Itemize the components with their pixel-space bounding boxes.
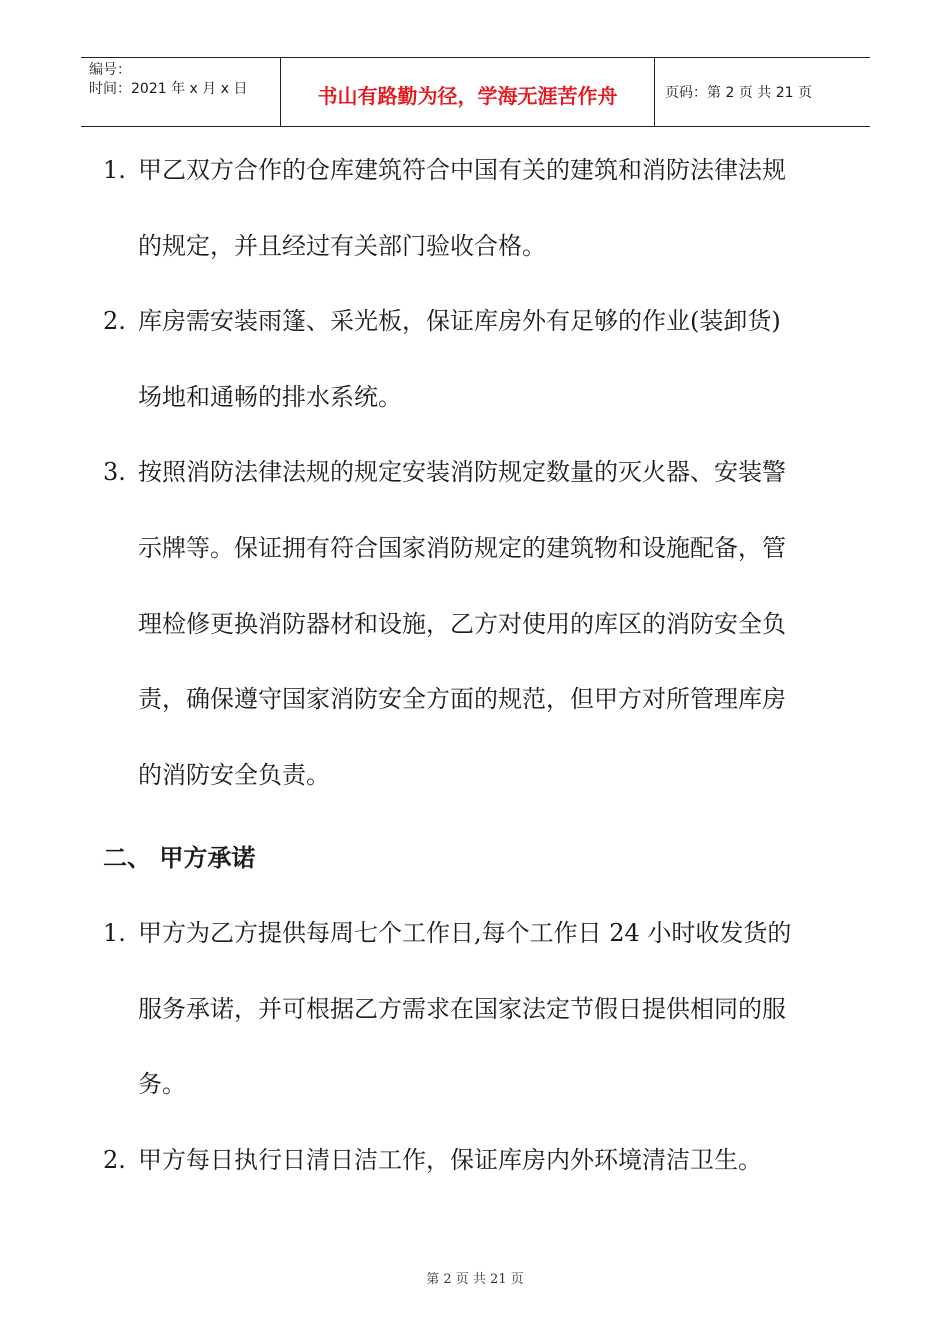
header-motto: 书山有路勤为径，学海无涯苦作舟: [317, 83, 618, 108]
list-item-text: 责，确保遵守国家消防安全方面的规范，但甲方对所管理库房: [138, 685, 786, 714]
list-item-text: 的消防安全负责。: [138, 760, 330, 789]
list-item-text: 示牌等。保证拥有符合国家消防规定的建筑物和设施配备，管: [138, 534, 786, 562]
list-item-text: 务。: [138, 1070, 186, 1099]
list-item-text: 甲乙双方合作的仓库建筑符合中国有关的建筑和消防法律法规: [138, 156, 786, 184]
document-date: 时间：2021 年 x 月 x 日: [89, 81, 248, 97]
list-item-text: 场地和通畅的排水系统。: [138, 382, 402, 411]
list-item-text: 甲方每日执行日清日洁工作，保证库房内外环境清洁卫生。: [138, 1145, 762, 1174]
list-item-text: 的规定，并且经过有关部门验收合格。: [138, 231, 546, 260]
list-item-number: 2.: [103, 307, 126, 336]
header-meta-cell: [81, 58, 281, 126]
page-footer: 第 2 页 共 21 页: [426, 1272, 524, 1287]
document-number-label: 编号：: [89, 62, 131, 78]
section-heading: 二、 甲方承诺: [103, 844, 256, 872]
list-item-text: 甲方为乙方提供每周七个工作日,每个工作日 24 小时收发货的: [138, 919, 792, 947]
header-page-info: 页码：第 2 页 共 21 页: [665, 85, 812, 101]
list-item-text: 库房需安装雨篷、采光板，保证库房外有足够的作业(装卸货): [138, 307, 781, 336]
header-motto-cell: [281, 58, 655, 126]
list-item-number: 3.: [103, 458, 126, 487]
list-item-number: 1.: [103, 919, 126, 947]
list-item-number: 2.: [103, 1145, 126, 1174]
list-item-text: 理检修更换消防器材和设施，乙方对使用的库区的消防安全负: [138, 609, 786, 638]
list-item-number: 1.: [103, 156, 126, 184]
list-item-text: 按照消防法律法规的规定安装消防规定数量的灭火器、安装警: [138, 458, 786, 487]
document-header: [81, 57, 870, 127]
header-page-cell: [655, 58, 870, 126]
list-item-text: 服务承诺，并可根据乙方需求在国家法定节假日提供相同的服: [138, 994, 786, 1023]
